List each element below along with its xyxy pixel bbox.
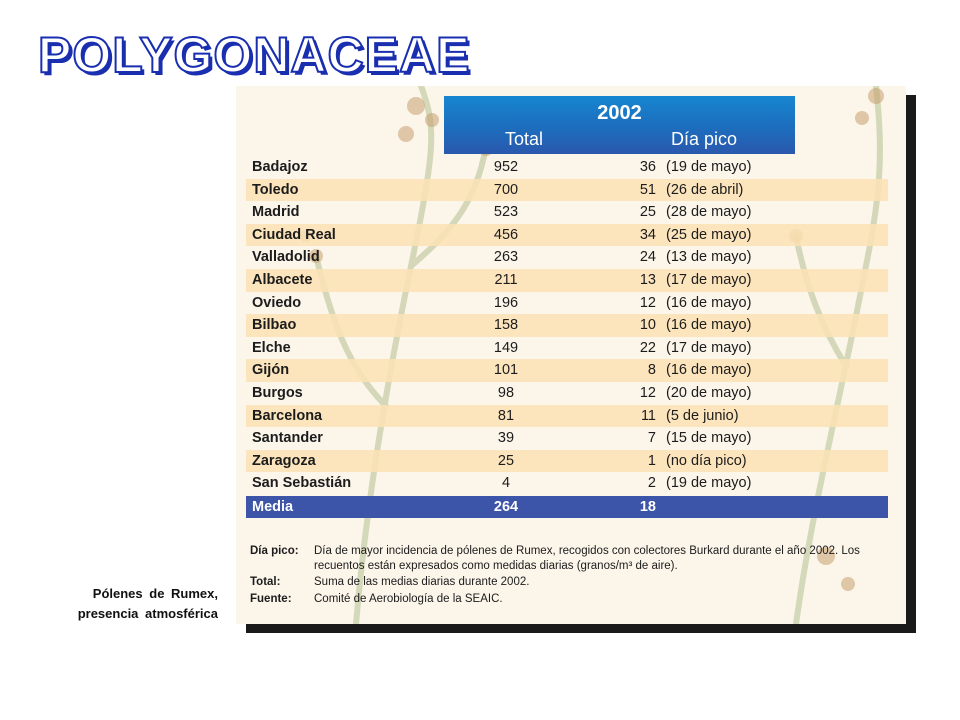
total-cell: 39 bbox=[497, 430, 515, 447]
date-cell: (13 de mayo) bbox=[666, 249, 752, 266]
note-term: Día pico: bbox=[250, 545, 299, 557]
pico-cell: 8 bbox=[647, 362, 656, 379]
date-cell: (26 de abril) bbox=[666, 181, 744, 198]
pico-cell: 24 bbox=[639, 249, 656, 266]
pico-cell: 36 bbox=[639, 159, 656, 175]
total-cell: 158 bbox=[493, 317, 519, 334]
total-cell: 523 bbox=[493, 204, 519, 221]
table-row bbox=[246, 337, 888, 360]
city-cell: Santander bbox=[252, 430, 323, 447]
pico-cell: 7 bbox=[647, 430, 656, 447]
table-row bbox=[246, 472, 888, 495]
table-body bbox=[246, 156, 888, 495]
pico-cell: 34 bbox=[639, 226, 656, 243]
table-header bbox=[444, 96, 795, 154]
city-cell: Toledo bbox=[252, 181, 299, 198]
column-header-dia-pico: Día pico bbox=[670, 129, 738, 149]
table-row bbox=[246, 269, 888, 292]
date-cell: (17 de mayo) bbox=[666, 339, 752, 356]
note-fuente bbox=[250, 592, 900, 607]
total-cell: 700 bbox=[493, 181, 519, 198]
note-term: Fuente: bbox=[250, 592, 292, 605]
city-cell: Valladolid bbox=[252, 249, 320, 266]
date-cell: (28 de mayo) bbox=[666, 204, 752, 221]
table-row bbox=[246, 292, 888, 315]
total-cell: 4 bbox=[501, 475, 511, 492]
total-cell: 196 bbox=[493, 294, 519, 311]
note-dia-pico bbox=[250, 544, 900, 573]
note-text: Suma de las medias diarias durante 2002. bbox=[314, 576, 530, 588]
total-cell: 263 bbox=[493, 249, 519, 266]
note-text: Día de mayor incidencia de pólenes de Rumex, recogidos con colectores Burkard durante el año 2002. Los recuentos están expresados como medidas diarias (granos/m³ de aire). bbox=[314, 545, 860, 572]
date-cell: (19 de mayo) bbox=[666, 159, 752, 175]
note-text: Comité de Aerobiología de la SEAIC. bbox=[314, 592, 503, 605]
pico-cell: 12 bbox=[639, 384, 656, 401]
date-cell: (16 de mayo) bbox=[666, 294, 752, 311]
table-row bbox=[246, 246, 888, 269]
date-cell: (16 de mayo) bbox=[666, 317, 752, 334]
pico-cell: 25 bbox=[639, 204, 656, 221]
table-notes bbox=[250, 544, 900, 608]
date-cell: (15 de mayo) bbox=[666, 430, 752, 447]
total-cell: 25 bbox=[497, 452, 515, 469]
caption-line-1: Pólenes de Rumex, bbox=[92, 586, 218, 601]
date-cell: (17 de mayo) bbox=[666, 271, 752, 288]
city-cell: Elche bbox=[252, 339, 291, 356]
table-row bbox=[246, 382, 888, 405]
date-cell: (19 de mayo) bbox=[666, 475, 752, 492]
total-cell: 952 bbox=[493, 159, 519, 175]
date-cell: (25 de mayo) bbox=[666, 226, 752, 243]
pico-cell: 10 bbox=[639, 317, 656, 334]
year-header-label: 2002 bbox=[597, 102, 642, 124]
date-cell: (20 de mayo) bbox=[666, 384, 752, 401]
date-cell: (no día pico) bbox=[666, 452, 747, 469]
pico-cell: 51 bbox=[639, 181, 656, 198]
table-row bbox=[246, 224, 888, 247]
pico-cell: 11 bbox=[640, 407, 656, 424]
pico-cell: 1 bbox=[647, 452, 656, 469]
pollen-table-panel bbox=[236, 86, 906, 624]
city-cell: Albacete bbox=[252, 271, 313, 288]
city-cell: Badajoz bbox=[252, 159, 308, 175]
table-row bbox=[246, 450, 888, 473]
table-row bbox=[246, 427, 888, 450]
total-cell: 211 bbox=[494, 271, 518, 288]
total-cell: 456 bbox=[493, 226, 519, 243]
caption-line-2: presencia atmosférica bbox=[77, 606, 218, 621]
city-cell: Ciudad Real bbox=[252, 226, 336, 243]
media-row bbox=[246, 496, 888, 518]
note-total bbox=[250, 575, 900, 590]
media-label: Media bbox=[252, 499, 294, 515]
table-row bbox=[246, 156, 888, 179]
table-row bbox=[246, 314, 888, 337]
total-cell: 149 bbox=[493, 339, 519, 356]
total-cell: 98 bbox=[497, 384, 515, 401]
table-row bbox=[246, 405, 888, 428]
table-row bbox=[246, 359, 888, 382]
media-pico: 18 bbox=[639, 499, 656, 515]
city-cell: Zaragoza bbox=[252, 452, 316, 469]
city-cell: Barcelona bbox=[252, 407, 323, 424]
city-cell: Oviedo bbox=[252, 294, 302, 311]
slide-title: POLYGONACEAE bbox=[38, 27, 471, 83]
total-cell: 101 bbox=[493, 362, 519, 379]
city-cell: Bilbao bbox=[252, 317, 297, 334]
total-cell: 81 bbox=[497, 407, 515, 424]
table-row bbox=[246, 179, 888, 202]
pico-cell: 12 bbox=[639, 294, 656, 311]
date-cell: (16 de mayo) bbox=[666, 362, 752, 379]
pico-cell: 22 bbox=[639, 339, 656, 356]
figure-caption bbox=[20, 584, 218, 624]
column-header-total: Total bbox=[504, 129, 544, 149]
city-cell: San Sebastián bbox=[252, 475, 352, 492]
city-cell: Gijón bbox=[252, 362, 290, 379]
note-term: Total: bbox=[250, 576, 281, 588]
pico-cell: 13 bbox=[639, 271, 656, 288]
city-cell: Madrid bbox=[252, 204, 300, 221]
city-cell: Burgos bbox=[252, 384, 303, 401]
media-total: 264 bbox=[493, 499, 519, 515]
table-row bbox=[246, 201, 888, 224]
date-cell: (5 de junio) bbox=[666, 407, 739, 424]
pico-cell: 2 bbox=[647, 475, 656, 492]
